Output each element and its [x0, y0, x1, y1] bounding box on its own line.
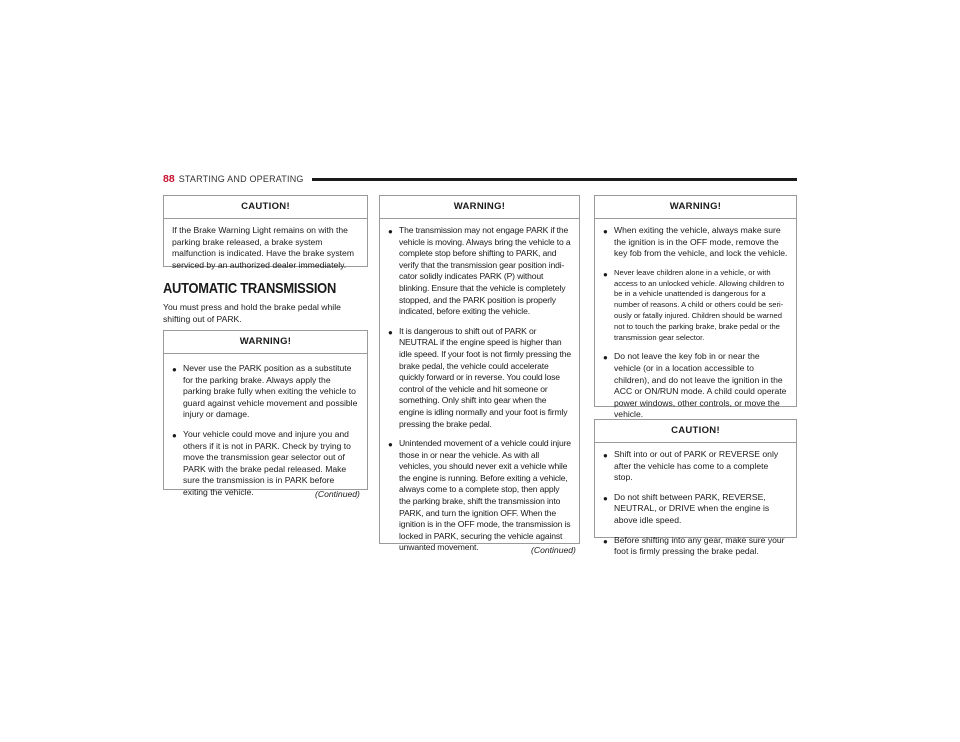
- section-heading: AUTOMATIC TRANSMISSION: [163, 280, 337, 297]
- bullet-icon: ●: [603, 493, 608, 503]
- section-title: STARTING AND OPERATING: [178, 174, 304, 184]
- warning-title: WARNING!: [380, 196, 579, 219]
- bullet-icon: ●: [388, 440, 393, 450]
- bullet-icon: ●: [172, 430, 177, 440]
- list-item: ● Do not leave the key fob in or near the vehicle (or in a location accessible to children), and do not leave the ignition in the ACC or ON/RUN mode. A child could operate power windows, other controls, or move the vehicle.: [603, 351, 787, 420]
- bullet-icon: ●: [603, 269, 608, 279]
- list-item: ● Shift into or out of PARK or REVERSE only after the vehicle has come to a complete stop.: [603, 449, 779, 483]
- list-item: ● When exiting the vehicle, always make sure the ignition is in the OFF mode, remove the key fob from the vehicle, and lock the vehicle.: [603, 225, 788, 259]
- list-item: ● Do not shift between PARK, REVERSE, NEUTRAL, or DRIVE when the engine is above idle speed.: [603, 491, 770, 525]
- caution-box-brake-light: [163, 195, 368, 270]
- bullet-icon: ●: [603, 451, 608, 460]
- page-number: 88: [163, 173, 175, 185]
- list-item: ● The transmission may not engage PARK if the vehicle is moving. Always bring the vehicle to a complete stop before shifting to PARK, and verify that the transmission gear position indi- cator solidly indicates PARK (P) without blinking. Ensure that the vehicle is completely stopped, and the PARK position is properly indicated, before exiting the vehicle.: [388, 225, 571, 317]
- caution-box-shifting: [594, 419, 797, 557]
- caution-title: CAUTION!: [164, 196, 367, 219]
- warning-title: WARNING!: [164, 331, 367, 354]
- caution-text: If the Brake Warning Light remains on with the parking brake released, a brake system malfunction is indicated. Have the brake system serviced by an authorized dealer immediately.: [172, 225, 354, 270]
- intro-paragraph: You must press and hold the brake pedal while shifting out of PARK.: [163, 302, 341, 324]
- bullet-icon: ●: [388, 327, 393, 337]
- list-item: ● Never leave children alone in a vehicle, or with access to an unlocked vehicle. Allowing children to be in a vehicle unattended is dangerous for a number of reasons. A child or others could be seri- ously or fatally injured. Children should be warned not to touch the parking brake, brake pedal or the transmission gear selector.: [603, 267, 785, 342]
- bullet-icon: ●: [603, 353, 608, 363]
- continued-label: (Continued): [531, 545, 576, 555]
- list-item: ● Unintended movement of a vehicle could injure those in or near the vehicle. As with all vehicles, you should never exit a vehicle while the engine is running. Before exiting a vehicle, always come to a complete stop, then apply the parking brake, shift the transmission into PARK, and turn the ignition OFF. When the ignition is in the OFF mode, the transmission is locked in PARK, securing the vehicle against unwanted movement.: [388, 438, 571, 553]
- bullet-icon: ●: [603, 227, 608, 236]
- list-item: ● Before shifting into any gear, make sure your foot is firmly pressing the brake pedal.: [603, 534, 785, 557]
- bullet-icon: ●: [603, 536, 608, 546]
- warning-box-exiting: [594, 195, 797, 420]
- list-item: ● It is dangerous to shift out of PARK or NEUTRAL if the engine speed is higher than idle speed. If your foot is not firmly pressing the brake pedal, the vehicle could accelerate quickly forward or in reverse. You could lose control of the vehicle and hit someone or something. Only shift into gear when the engine is idling normally and your foot is firmly pressing the brake pedal.: [388, 325, 571, 429]
- bullet-icon: ●: [388, 227, 393, 236]
- caution-title: CAUTION!: [595, 420, 796, 443]
- header-rule: [312, 178, 797, 181]
- bullet-icon: ●: [172, 365, 177, 374]
- page-header: [163, 172, 797, 186]
- list-item: ● Your vehicle could move and injure you and others if it is not in PARK. Check by trying to move the transmission gear selector out of PARK with the brake pedal released. Make sure the transmission is in PARK before exiting the vehicle.: [172, 428, 351, 497]
- list-item: ● Never use the PARK position as a substitute for the parking brake. Always apply the parking brake fully when exiting the vehicle to guard against vehicle movement and possible injury or damage.: [172, 363, 358, 420]
- warning-title: WARNING!: [595, 196, 796, 219]
- continued-label: (Continued): [315, 489, 360, 499]
